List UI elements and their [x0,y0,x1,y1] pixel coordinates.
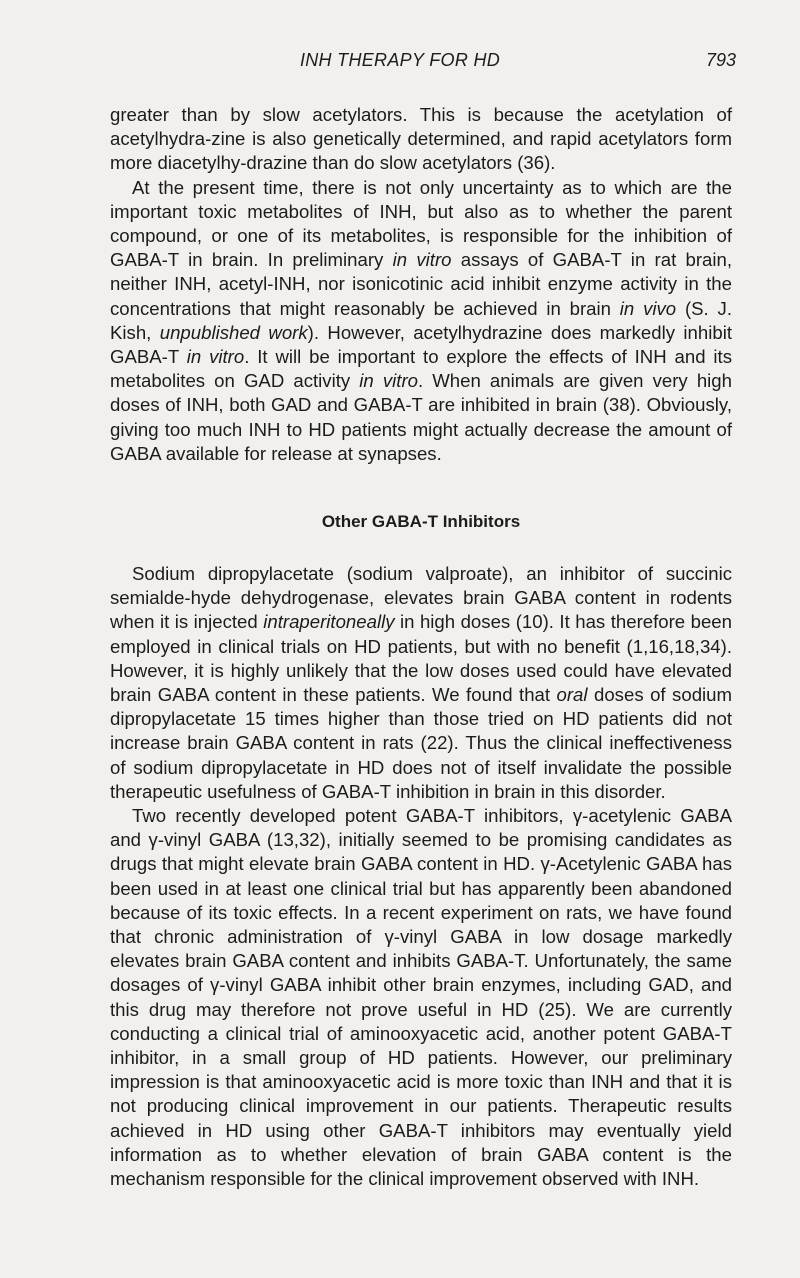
text-segment: . When animals are given very high doses of INH, both GAD and GABA-T are inhibited in brain (38). Obviously, giving too much INH to HD patients might actually decrease the amount of GABA available for release at synapses. [110,370,732,464]
text-segment: in high doses (10). It has therefore been employed in clinical trials on HD patients, but with no benefit (1,16,18,34). However, it is highly unlikely that the low doses used could have elevated brain GABA content in these patients. We found that [110,611,732,706]
text-segment: Sodium dipropylacetate (sodium valproate), an inhibitor of succinic semialde-hyde dehydrogenase, elevates brain GABA content in rodents when it is injected [110,563,732,633]
paragraph [110,176,732,466]
italic-text: in vitro [392,249,452,271]
running-title: INH THERAPY FOR HD [299,50,501,70]
paragraph [110,103,732,176]
italic-text: in vivo [619,297,677,319]
italic-text: in vitro [186,346,245,368]
italic-text: unpublished work [159,321,308,343]
text-segment: assays of GABA-T in rat brain, neither INH, acetyl-INH, nor isonicotinic acid inhibit enzyme activity in the concentrations that might reasonably be achieved in brain [110,249,733,319]
italic-text: intraperitoneally [263,611,395,633]
text-segment: greater than by slow acetylators. This is because the acetylation of acetylhydra-zine is also genetically determined, and rapid acetylators form more diacetylhy-drazine than do slow acetylators (36). [110,104,732,174]
italic-text: in vitro [359,370,418,392]
text-segment: Two recently developed potent GABA-T inhibitors, γ-acetylenic GABA and γ-vinyl GABA (13,32), initially seemed to be promising candidates as drugs that might elevate brain GABA content in HD. γ-Acetylenic GABA has been used in at least one clinical trial but has apparently been abandoned because of its toxic effects. In a recent experiment on rats, we have found that chronic administration of γ-vinyl GABA in low dosage markedly elevates brain GABA content and inhibits GABA-T. Unfortunately, the same dosages of γ-vinyl GABA inhibit other brain enzymes, including GAD, and this drug may therefore not prove useful in HD (25). We are currently conducting a clinical trial of aminooxyacetic acid, another potent GABA-T inhibitor, in a small group of HD patients. However, our preliminary impression is that aminooxyacetic acid is more toxic than INH and that it is not producing clinical improvement in our patients. Therapeutic results achieved in HD using other GABA-T inhibitors may eventually yield information as to whether elevation of brain GABA content is the mechanism responsible for the clinical improvement observed with INH. [110,805,732,1190]
text-segment: ). However, acetylhydrazine does markedly inhibit GABA-T [110,321,732,368]
page-number: 793 [706,50,737,70]
paragraph [110,804,732,1191]
text-segment: At the present time, there is not only uncertainty as to which are the important toxic metabolites of INH, but also as to whether the parent compound, or one of its metabolites, is responsible for the inhibition of GABA-T in brain. In preliminary [110,176,732,271]
text-segment: doses of sodium dipropylacetate 15 times higher than those tried on HD patients did not increase brain GABA content in rats (22). Thus the clinical ineffectiveness of sodium dipropylacetate in HD does not of itself invalidate the possible therapeutic usefulness of GABA-T inhibition in brain in this disorder. [110,684,732,802]
text-segment: (S. J. Kish, [110,297,732,343]
section-heading: Other GABA-T Inhibitors [321,512,521,531]
italic-text: oral [556,684,588,706]
paragraph [110,562,732,804]
text-segment: . It will be important to explore the effects of INH and its metabolites on GAD activity [110,346,732,392]
body-text-section [110,562,732,1191]
body-text-top [110,103,732,466]
